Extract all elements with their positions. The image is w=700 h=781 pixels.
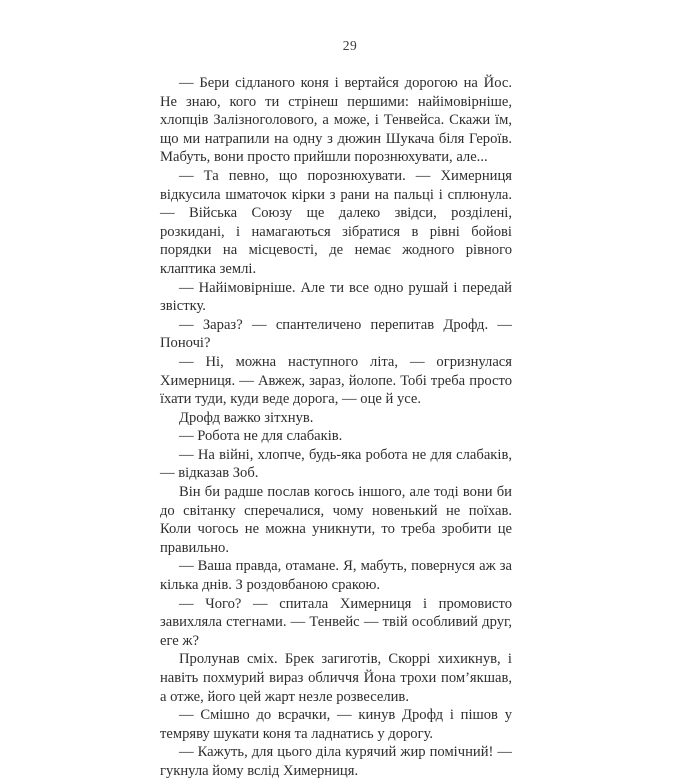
page-number: 29 [342, 38, 358, 53]
body-paragraph: — На війні, хлопче, будь-яка робота не для слабаків, — відказав Зоб. [160, 446, 512, 482]
body-paragraph: — Кажуть, для цього діла курячий жир помічний! — гукнула йому вслід Химерниця. [160, 744, 512, 779]
body-paragraph: — Бери сідланого коня і вертайся дорогою на Йос. Не знаю, кого ти стрінеш першими: найімовірніше, хлопців Залізноголового, а може, і Тенвейса. Скажи їм, що ми натрапили на одну з дюжин Шукача біля Героїв. Мабуть, вони просто прийшли порознюхувати, але... [160, 75, 512, 166]
body-paragraph: — Ваша правда, отамане. Я, мабуть, повернуся аж за кілька днів. З роздовбаною сракою. [160, 558, 512, 594]
body-paragraph: — Зараз? — спантеличено перепитав Дрофд. — Поночі? [160, 316, 512, 352]
body-paragraph: Він би радше послав когось іншого, але тоді вони би до світанку сперечалися, чому новенький не поїхав. Коли чогось не можна уникнути, то треба зробити це правильно. [160, 484, 512, 556]
body-paragraph: — Найімовірніше. Але ти все одно рушай і передай звістку. [160, 279, 512, 315]
body-paragraph: — Робота не для слабаків. [179, 428, 343, 445]
body-paragraph: — Смішно до всрачки, — кинув Дрофд і пішов у темряву шукати коня та ладнатись у дорогу. [160, 707, 512, 742]
body-paragraph: — Ні, можна наступного літа, — огризнулася Химерниця. — Авжеж, зараз, йолопе. Тобі треба просто їхати туди, куди веде дорога, — оце й усе. [160, 353, 512, 408]
body-paragraph: Дрофд важко зітхнув. [179, 409, 314, 426]
body-paragraph: — Та певно, що порознюхувати. — Химерниця відкусила шматочок кірки з рани на пальці і сплюнула. — Війська Союзу ще далеко звідси, розділені, розкидані, і намагаються зібратися в рівні бойові порядки на місцевості, де немає жодного рівного клаптика землі. [160, 167, 512, 277]
body-paragraph: — Чого? — спитала Химерниця і промовисто завихляла стегнами. — Тенвейс — твій особливий друг, еге ж? [160, 595, 512, 649]
body-paragraph: Пролунав сміх. Брек загиготів, Скоррі хихикнув, і навіть похмурий вираз обличчя Йона трохи пом’якшав, а отже, його цей жарт незле розвеселив. [160, 651, 512, 705]
body-text-block [160, 74, 512, 781]
